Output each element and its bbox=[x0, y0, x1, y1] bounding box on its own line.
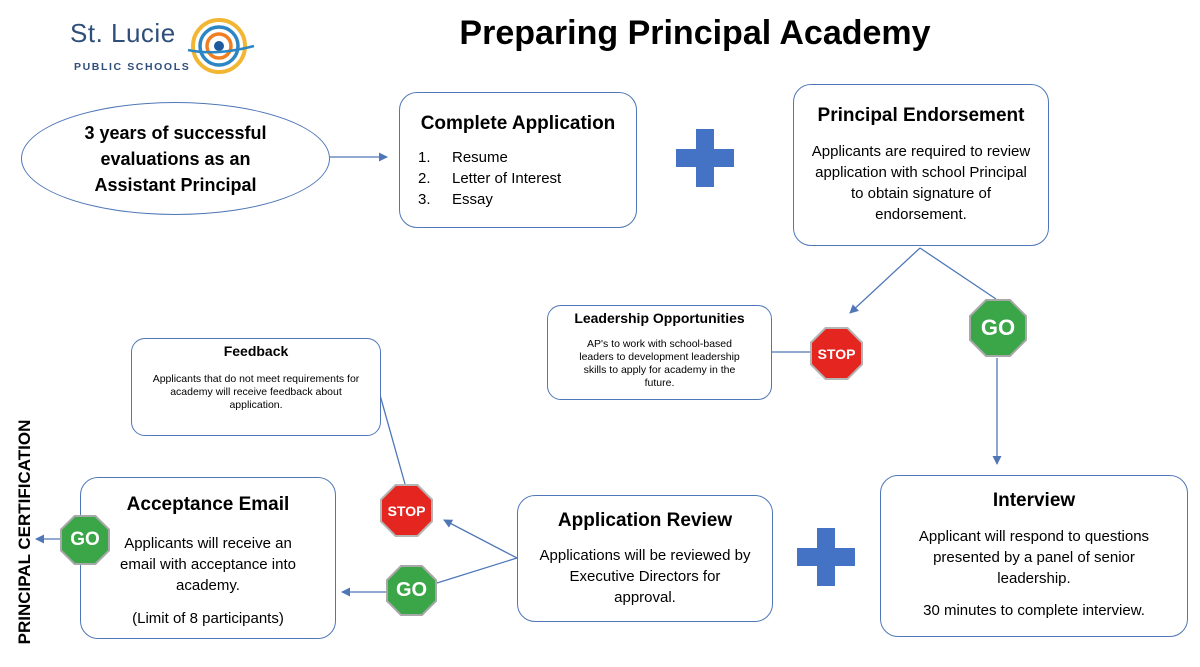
principal-endorsement-title: Principal Endorsement bbox=[817, 105, 1025, 126]
arrow-endorsement-to-stop bbox=[850, 248, 920, 313]
leadership-opportunities-box bbox=[547, 305, 772, 400]
application-review-box bbox=[517, 495, 773, 622]
logo-subtitle: PUBLIC SCHOOLS bbox=[74, 61, 191, 73]
feedback-body: Applicants that do not meet requirements for academy will receive feedback about application. bbox=[152, 373, 360, 411]
go-sign-label: GO bbox=[395, 579, 428, 601]
interview-title: Interview bbox=[992, 490, 1076, 511]
logo-name: St. Lucie bbox=[70, 18, 176, 48]
principal-endorsement-body: Applicants are required to review application with school Principal to obtain signature of endorsement. bbox=[811, 143, 1031, 223]
feedback-title: Feedback bbox=[223, 343, 289, 359]
requirement-ellipse bbox=[21, 102, 330, 215]
arrow-endorsement-to-go bbox=[920, 248, 996, 299]
sun-swirl-icon bbox=[186, 16, 256, 80]
arrow-stop-to-feedback bbox=[380, 395, 405, 484]
interview-body: Applicant will respond to questions presented by a panel of senior leadership. bbox=[918, 528, 1150, 587]
plus-icon bbox=[676, 129, 734, 187]
application-review-title: Application Review bbox=[557, 510, 733, 531]
list-item: 2. Letter of Interest bbox=[418, 170, 562, 187]
interview-box bbox=[880, 475, 1188, 637]
acceptance-email-body: Applicants will receive an email with acceptance into academy. bbox=[120, 535, 296, 594]
arrow-review-to-go bbox=[437, 558, 517, 583]
page-title: Preparing Principal Academy bbox=[459, 14, 931, 52]
list-item: 3. Essay bbox=[418, 191, 493, 208]
go-sign-label: GO bbox=[70, 529, 100, 550]
logo bbox=[62, 14, 262, 79]
stop-sign-label: STOP bbox=[817, 345, 856, 362]
requirement-line-1: 3 years of successful bbox=[84, 122, 267, 143]
list-item: 1. Resume bbox=[418, 149, 508, 166]
plus-icon bbox=[797, 528, 855, 586]
acceptance-email-note: (Limit of 8 participants) bbox=[132, 610, 284, 627]
stop-sign-icon bbox=[810, 327, 863, 380]
requirement-line-2: evaluations as an bbox=[100, 148, 251, 169]
leadership-opportunities-title: Leadership Opportunities bbox=[574, 310, 745, 326]
stop-sign-label: STOP bbox=[387, 502, 426, 519]
complete-application-box bbox=[399, 92, 637, 228]
arrow-review-to-stop bbox=[444, 520, 517, 558]
feedback-box bbox=[131, 338, 381, 436]
go-sign-icon bbox=[60, 515, 110, 565]
complete-application-title: Complete Application bbox=[420, 113, 616, 134]
application-review-body: Applications will be reviewed by Executive Directors for approval. bbox=[539, 547, 751, 606]
go-sign-icon bbox=[386, 565, 437, 616]
interview-note: 30 minutes to complete interview. bbox=[923, 602, 1145, 619]
requirement-line-3: Assistant Principal bbox=[94, 174, 257, 195]
application-requirements-list bbox=[418, 147, 636, 210]
principal-certification-label: PRINCIPAL CERTIFICATION bbox=[15, 419, 34, 645]
acceptance-email-box bbox=[80, 477, 336, 639]
leadership-opportunities-body: AP's to work with school-based leaders to development leadership skills to apply for academy in the future. bbox=[579, 338, 740, 389]
go-sign-label: GO bbox=[980, 315, 1016, 340]
go-sign-icon bbox=[969, 299, 1027, 357]
stop-sign-icon bbox=[380, 484, 433, 537]
principal-endorsement-box bbox=[793, 84, 1049, 246]
acceptance-email-title: Acceptance Email bbox=[126, 494, 290, 515]
